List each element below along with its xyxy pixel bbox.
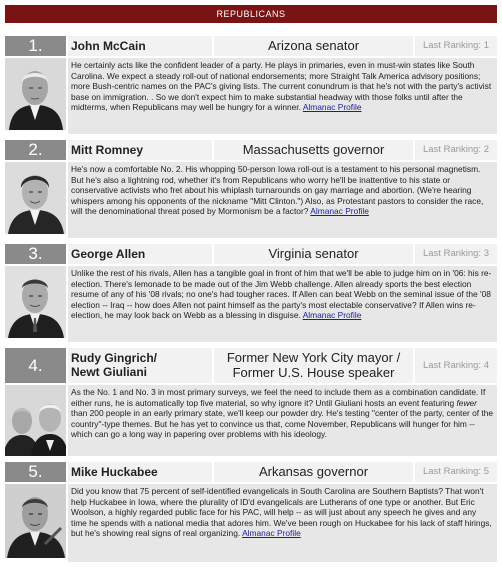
rank-number: 1.	[5, 36, 66, 56]
portrait-image	[5, 266, 66, 338]
candidate-title-row	[5, 348, 497, 383]
candidate-name-line-2: Newt Giuliani	[71, 365, 148, 379]
candidate-description	[68, 266, 497, 342]
candidate-description	[68, 385, 497, 456]
candidate-photo	[5, 385, 66, 456]
description-text: Did you know that 75 percent of self-identified evangelicals in South Carolina are Southern Baptists? That won't help Huckabee in Iowa, where the plurality of ID'd evangelicals are Lutherans of one type or another. But Eric Woolson, a highly regarded public face for his PAC, will help -- as will just about any speech he gives and any time he spends with a national media that adores him. We've been rough on Huckabee for his lack of staff hirings, but he's showing real signs of real organizing.	[71, 486, 492, 539]
almanac-profile-link[interactable]: Almanac Profile	[302, 102, 362, 113]
almanac-profile-link[interactable]: Almanac Profile	[310, 206, 369, 217]
description-text: Unlike the rest of his rivals, Allen has a tangible goal in front of him that we'll be able to judge him on in '06: his re-election. There's lemonade to be made out of the Jim Webb challenge. Allen already sports the best election resume of any of his '08 rivals; no one's had tougher races. If Allen can beat Webb on the seminal issue of the '08 election -- Iraq -- how does Allen not paint himself as the party's most electable conservative? If Allen wins re-election, he may look back on Webb as a blessing in disguise.	[71, 268, 492, 321]
candidate-photo	[5, 484, 66, 558]
candidate-office-line-2: Former U.S. House speaker	[232, 365, 395, 380]
last-ranking: Last Ranking: 3	[415, 244, 497, 264]
candidate-office	[214, 348, 413, 383]
rank-number: 3.	[5, 244, 66, 264]
candidate-name: John McCain	[68, 36, 212, 56]
candidate-photo	[5, 58, 66, 130]
candidate-entry-3	[5, 244, 497, 342]
last-ranking: Last Ranking: 4	[415, 348, 497, 383]
candidate-title-row	[5, 244, 497, 264]
candidate-entry-2	[5, 140, 497, 238]
description-text-part-1: As the No. 1 and No. 3 in most primary surveys, we feel the need to include them as a combination candidate. If either runs, he is automatically top five material, so why ignore it? Until Giuliani hosts an event featuring	[71, 387, 486, 408]
section-header-republicans	[5, 5, 497, 23]
candidate-entry-4	[5, 348, 497, 456]
last-ranking: Last Ranking: 2	[415, 140, 497, 160]
candidate-entry-1	[5, 36, 497, 134]
portrait-image	[5, 58, 66, 130]
description-text: He's now a comfortable No. 2. His whopping 50-person Iowa roll-out is a testament to his personal magnetism. But he's also a lightning rod, whether it's from Republicans who worry he'll be inattentive to his state or conservative activists who fret about his whiplash turnarounds on gay marriage and abortion. (We're hearing whispers among his opponents of the nickname "Mitt Clinton.") Also, as Protestant pastors to consider the race, will the denominational threat posed by Mormonism be a factor?	[71, 164, 484, 217]
candidate-photo	[5, 162, 66, 234]
candidate-name: George Allen	[68, 244, 212, 264]
description-text-part-2: than 200 people in an early primary state, we'll keep our powder dry. He's testing "center of the party, center of the country"-type themes. But he has yet to convince us that, come November, Republicans will hunger for him -- which can go a long way in papering over problems with his ideology.	[71, 408, 494, 440]
candidate-office: Massachusetts governor	[214, 140, 413, 160]
candidate-entry-5	[5, 462, 497, 562]
candidate-office: Virginia senator	[214, 244, 413, 264]
last-ranking: Last Ranking: 5	[415, 462, 497, 482]
candidate-name: Mike Huckabee	[68, 462, 212, 482]
almanac-profile-link[interactable]: Almanac Profile	[302, 310, 362, 321]
candidate-photo	[5, 266, 66, 338]
portrait-image	[5, 162, 66, 234]
candidate-description	[68, 162, 497, 238]
last-ranking: Last Ranking: 1	[415, 36, 497, 56]
rank-number: 4.	[5, 348, 66, 383]
candidate-title-row	[5, 462, 497, 482]
candidate-title-row	[5, 140, 497, 160]
candidate-description	[68, 58, 497, 134]
candidate-office: Arkansas governor	[214, 462, 413, 482]
candidate-name: Mitt Romney	[68, 140, 212, 160]
candidate-title-row	[5, 36, 497, 56]
candidate-office: Arizona senator	[214, 36, 413, 56]
candidate-name	[68, 348, 212, 383]
candidate-name-line-1: Rudy Gingrich/	[71, 351, 158, 365]
portrait-image	[5, 385, 66, 456]
rank-number: 5.	[5, 462, 66, 482]
candidate-office-line-1: Former New York City mayor /	[226, 350, 401, 365]
candidate-description	[68, 484, 497, 562]
description-emphasis: fewer	[456, 397, 477, 408]
section-title: REPUBLICANS	[216, 9, 286, 19]
description-text: He certainly acts like the confident leader of a party. He plays in primaries, even in must-win states like South Carolina. We expect a steady roll-out of national endorsements; more Straight Talk America advisory positions; more Bush-centric names on the PAC's giving lists. The current conundrum is that he's not with the party's activist base on immigration. . So we don't expect him to make substantial headway with those folks until after the midterms, when Republicans may well be hungry for a winner.	[71, 60, 492, 113]
almanac-profile-link[interactable]: Almanac Profile	[242, 528, 301, 539]
portrait-image	[5, 484, 66, 558]
rank-number: 2.	[5, 140, 66, 160]
